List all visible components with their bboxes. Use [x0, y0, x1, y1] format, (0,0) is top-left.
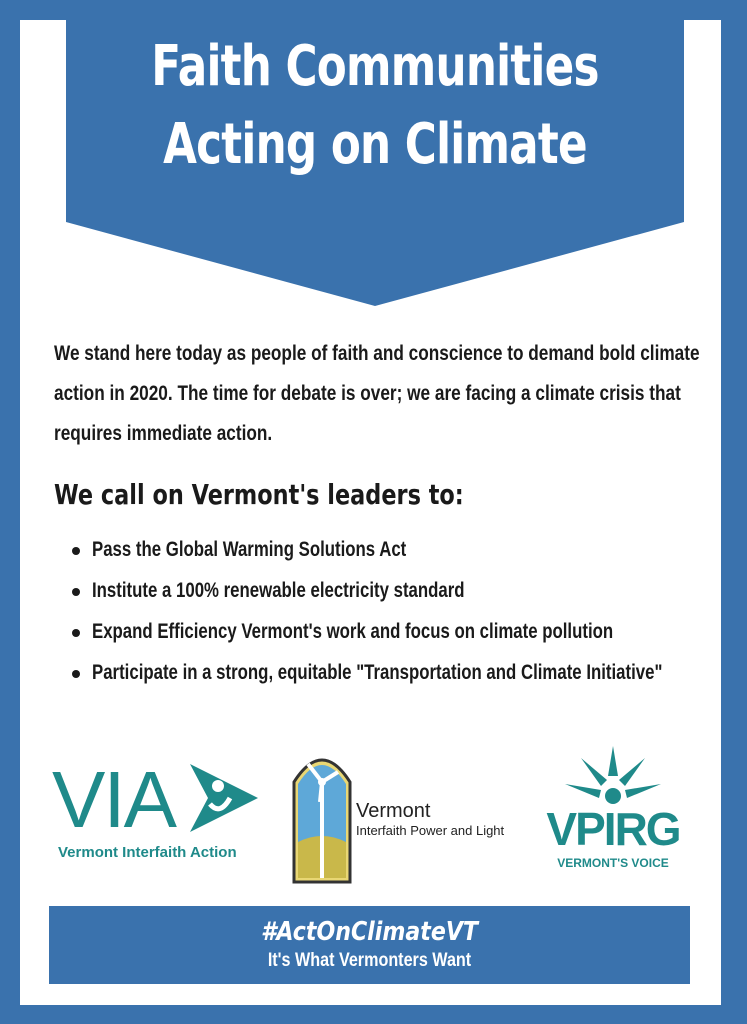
intro-line: We stand here today as people of faith and conscience to demand bold climate — [54, 342, 700, 365]
bullet-icon — [72, 670, 80, 678]
demand-text: Institute a 100% renewable electricity standard — [92, 579, 465, 602]
title-line-2: Acting on Climate — [163, 112, 587, 177]
vpirg-wordmark: VPIRG — [546, 803, 680, 855]
footer-hashtag: #ActOnClimateVT — [260, 917, 479, 947]
sunburst-icon — [563, 746, 663, 806]
bullet-icon — [72, 588, 80, 596]
vipl-subtitle: Interfaith Power and Light — [356, 823, 505, 838]
stained-glass-window-icon — [290, 742, 354, 886]
intro-paragraph — [54, 334, 704, 454]
vpirg-logo — [528, 746, 698, 876]
vpirg-subtitle: VERMONT'S VOICE — [557, 856, 669, 870]
via-logo — [52, 755, 292, 870]
intro-line: action in 2020. The time for debate is over; we are facing a climate crisis that — [54, 382, 681, 405]
demand-text: Participate in a strong, equitable "Transportation and Climate Initiative" — [92, 661, 663, 684]
demand-text: Pass the Global Warming Solutions Act — [92, 538, 407, 561]
vipl-name: Vermont — [356, 800, 431, 822]
footer-banner — [49, 906, 690, 984]
via-subtitle: Vermont Interfaith Action — [58, 844, 237, 861]
bullet-icon — [72, 547, 80, 555]
demand-text: Expand Efficiency Vermont's work and focus on climate pollution — [92, 620, 614, 643]
bullet-icon — [72, 629, 80, 637]
call-heading: We call on Vermont's leaders to: — [54, 478, 464, 511]
vipl-logo-text — [356, 800, 504, 840]
footer-slogan: It's What Vermonters Want — [267, 950, 472, 971]
via-arrow-figure-icon — [190, 764, 270, 834]
intro-line: requires immediate action. — [54, 422, 273, 445]
via-wordmark: VIA — [52, 755, 175, 844]
title-line-1: Faith Communities — [151, 34, 599, 99]
